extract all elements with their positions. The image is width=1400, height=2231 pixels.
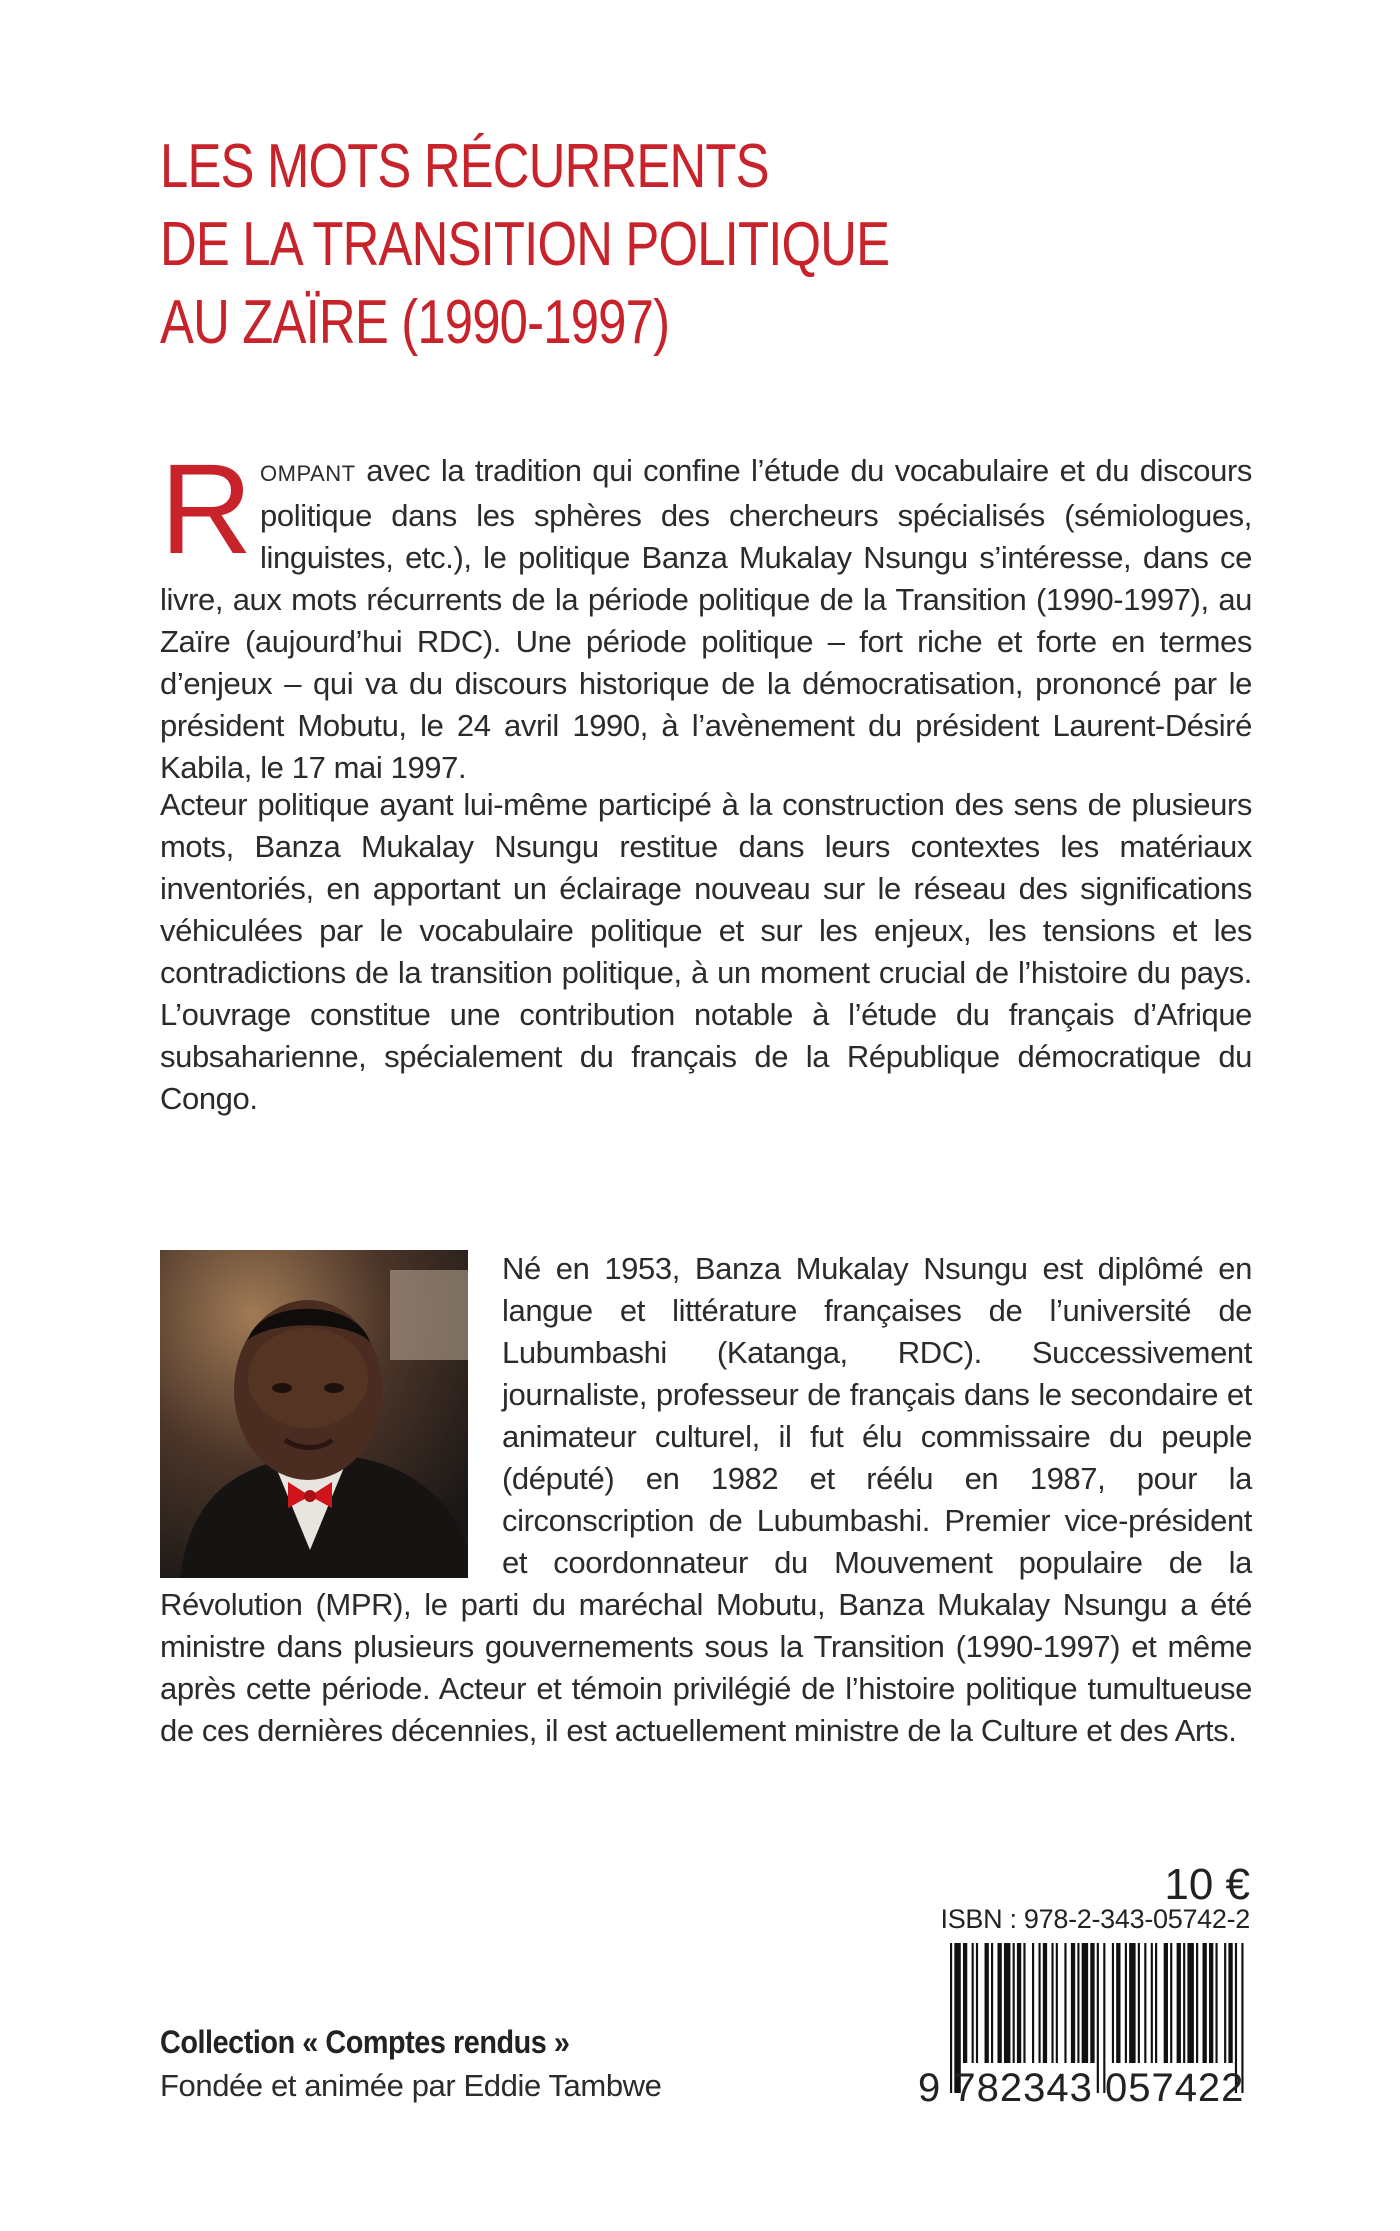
- collection-founder: Fondée et animée par Eddie Tambwe: [160, 2068, 662, 2103]
- price: 10 €: [1164, 1860, 1250, 1909]
- barcode-digits: 9 782343 057422: [918, 2066, 1245, 2110]
- isbn: ISBN : 978-2-343-05742-2: [940, 1904, 1250, 1934]
- title-line-3: AU ZAÏRE (1990-1997): [160, 288, 670, 357]
- title-line-2: DE LA TRANSITION POLITIQUE: [160, 210, 890, 279]
- book-title: [160, 128, 889, 362]
- intro-smallcaps: OMPANT: [260, 461, 356, 486]
- description-paragraph: Acteur politique ayant lui-même participé à la construction des sens de plusieurs mots, Banza Mukalay Nsungu restitue dans leurs contextes les matériaux inventoriés, en apportant un éclairage nouveau sur le réseau des significations véhiculées par le vocabulaire politique et sur les enjeux, les tensions et les contradictions de la transition politique, à un moment crucial de l’histoire du pays. L’ouvrage constitue une contribution notable à l’étude du français d’Afrique subsaharienne, spécialement du français de la République démocratique du Congo.: [160, 787, 1252, 1116]
- author-photo: [160, 1250, 468, 1578]
- intro-text: avec la tradition qui confine l’étude du vocabulaire et du discours politique dans les sphères des chercheurs spécialisés (sémiologues, linguistes, etc.), le politique Banza Mukalay Nsungu s’intéresse, dans ce livre, aux mots récurrents de la période politique de la Transition (1990-1997), au Zaïre (aujourd’hui RDC). Une période politique – fort riche et forte en termes d’enjeux – qui va du discours historique de la démocratisation, prononcé par le président Mobutu, le 24 avril 1990, à l’avènement du président Laurent-Désiré Kabila, le 17 mai 1997.: [160, 453, 1252, 785]
- intro-paragraph: [160, 438, 1252, 789]
- collection-name: Collection « Comptes rendus »: [160, 2024, 570, 2060]
- title-line-1: LES MOTS RÉCURRENTS: [160, 132, 769, 201]
- author-bio: [160, 1248, 1252, 1752]
- bio-text: Né en 1953, Banza Mukalay Nsungu est diplômé en langue et littérature françaises de l’université de Lubumbashi (Katanga, RDC). Successivement journaliste, professeur de français dans le secondaire et animateur culturel, il fut élu commissaire du peuple (député) en 1982 et réélu en 1987, pour la circonscription de Lubumbashi. Premier vice-président et coordonnateur du Mouvement populaire de la Révolution (MPR), le parti du maréchal Mobutu, Banza Mukalay Nsungu a été ministre dans plusieurs gouvernements sous la Transition (1990-1997) et même après cette période. Acteur et témoin privilégié de l’histoire politique tumultueuse de ces dernières décennies, il est actuellement ministre de la Culture et des Arts.: [160, 1251, 1252, 1748]
- drop-cap: R: [160, 438, 253, 581]
